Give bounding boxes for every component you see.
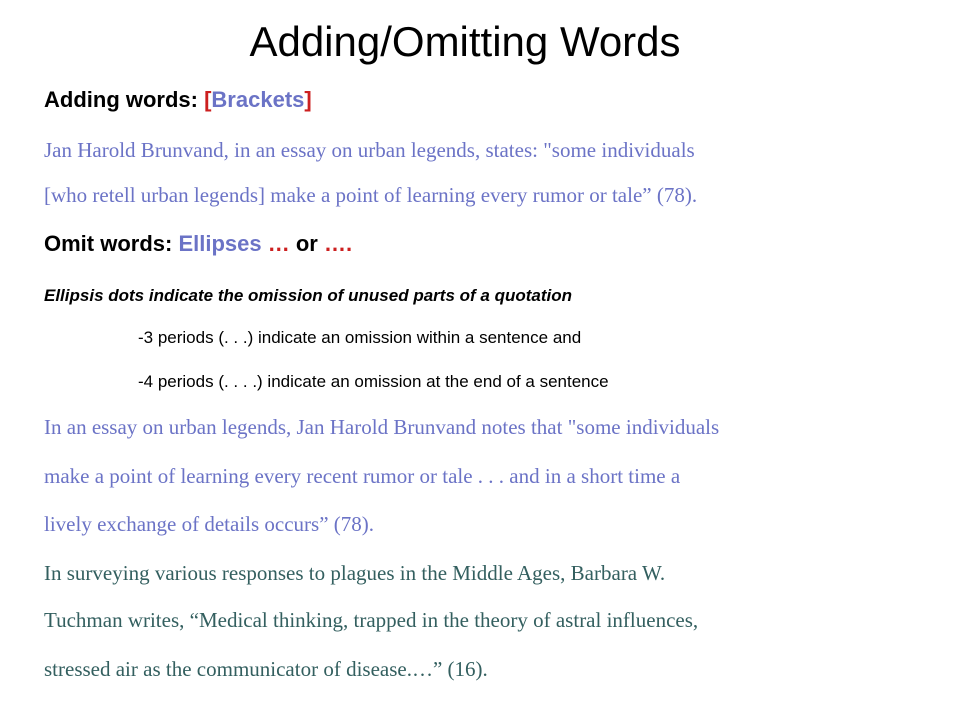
rule-three-periods: -3 periods (. . .) indicate an omission within a sentence and [138, 328, 582, 347]
omit-example2-line-1: In surveying various responses to plagues in the Middle Ages, Barbara W. [44, 561, 666, 585]
three-dots: … [261, 231, 296, 256]
adding-example-line-2: [who retell urban legends] make a point of learning every rumor or tale” (78). [44, 183, 698, 207]
omit-example1-line-1: In an essay on urban legends, Jan Harold Brunvand notes that "some individuals [44, 415, 720, 439]
omit-example1-line-2: make a point of learning every recent rumor or tale . . . and in a short time a [44, 464, 681, 488]
adding-example-line-1: Jan Harold Brunvand, in an essay on urban legends, states: "some individuals [44, 138, 695, 162]
omit-example2-line-3: stressed air as the communicator of disease.…” (16). [44, 657, 488, 681]
omit-example2-line-2: Tuchman writes, “Medical thinking, trapped in the theory of astral influences, [44, 608, 699, 632]
four-dots: …. [317, 231, 353, 256]
bracket-open: [ [204, 87, 212, 112]
ellipsis-definition: Ellipsis dots indicate the omission of unused parts of a quotation [44, 286, 572, 305]
bracket-close: ] [304, 87, 312, 112]
omit-words-heading [44, 230, 352, 258]
or-word: or [295, 231, 318, 256]
brackets-keyword: Brackets [211, 87, 305, 112]
adding-label: Adding words: [44, 87, 205, 112]
slide-title: Adding/Omitting Words [249, 18, 681, 65]
omit-example1-line-3: lively exchange of details occurs” (78). [44, 512, 375, 536]
rule-four-periods: -4 periods (. . . .) indicate an omission at the end of a sentence [138, 372, 609, 391]
ellipses-keyword: Ellipses [178, 231, 262, 256]
omit-label: Omit words: [44, 231, 179, 256]
adding-words-heading [44, 86, 312, 114]
